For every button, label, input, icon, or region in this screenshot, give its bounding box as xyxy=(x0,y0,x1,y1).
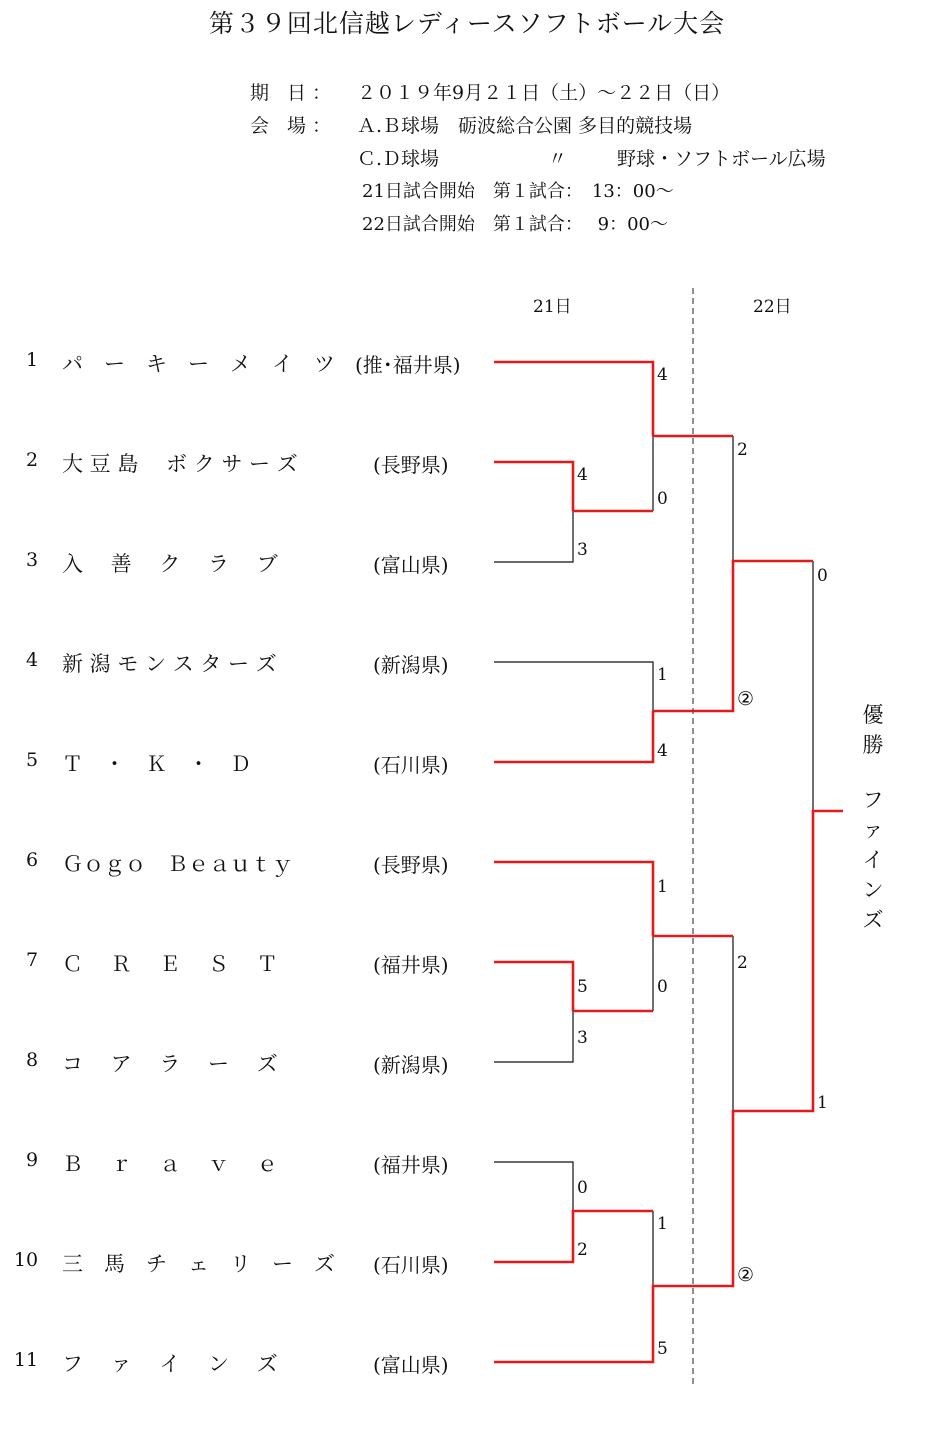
team-number: 4 xyxy=(25,649,39,671)
page-title: 第３９回北信越レディースソフトボール大会 xyxy=(208,9,726,38)
score-m4-top: 1 xyxy=(657,877,668,897)
team-number: 3 xyxy=(25,549,39,571)
score-sf1-top: 2 xyxy=(737,440,748,460)
team-number: 11 xyxy=(13,1349,39,1371)
day-header-21: 21日 xyxy=(533,297,572,317)
team-name: コ ア ラ ー ズ xyxy=(62,1052,278,1076)
date-value: ２０１９年9月２１日（土）～２２日（日） xyxy=(357,82,731,104)
date-label: 期 日： xyxy=(250,82,338,104)
team-prefecture: (富山県) xyxy=(373,1353,449,1377)
score-m4-bottom: 0 xyxy=(657,977,668,997)
score-m2-bottom: 3 xyxy=(577,540,588,560)
score-m7-bottom: 5 xyxy=(657,1339,668,1359)
winner-lines xyxy=(494,362,843,1362)
score-m7-top: 1 xyxy=(657,1214,668,1234)
score-final-bottom: 1 xyxy=(817,1093,828,1113)
score-final-top: 0 xyxy=(817,566,828,586)
winner-line-team5 xyxy=(494,711,653,762)
team-prefecture: (新潟県) xyxy=(373,653,449,677)
team-number: 9 xyxy=(25,1149,39,1171)
team-name: Ｔ ・ Ｋ ・ Ｄ xyxy=(62,752,251,776)
venue-cd-ditto: 〃 xyxy=(548,148,568,170)
score-m1-top: 4 xyxy=(657,365,668,385)
team-number: 6 xyxy=(25,849,39,871)
score-m5-bottom: 3 xyxy=(577,1028,588,1048)
champion-team: ファインズ xyxy=(862,788,884,932)
score-m3-bottom: 4 xyxy=(657,741,668,761)
bracket-line-team4 xyxy=(494,662,653,711)
bracket-line-team3 xyxy=(494,511,573,562)
team-prefecture: (新潟県) xyxy=(373,1053,449,1077)
team-name: Ｂ ｒ ａ ｖ ｅ xyxy=(62,1152,278,1176)
team-number: 7 xyxy=(25,949,39,971)
winner-line-team10 xyxy=(494,1211,653,1262)
score-m3-top: 1 xyxy=(657,665,668,685)
winner-line-team6 xyxy=(494,862,653,936)
team-name: フ ァ イ ン ズ xyxy=(62,1352,278,1376)
bracket-line-team9 xyxy=(494,1162,573,1211)
winner-line-team1 xyxy=(494,362,653,436)
team-prefecture: (長野県) xyxy=(373,453,449,477)
venue-cd-place: 野球・ソフトボール広場 xyxy=(617,148,826,170)
team-prefecture: (推･福井県) xyxy=(355,353,461,377)
bracket-line-team8 xyxy=(494,1011,573,1062)
score-sf2-bottom: ② xyxy=(737,1264,755,1286)
team-name: 大 豆 島 ボ ク サ ー ズ xyxy=(62,452,298,476)
team-number: 2 xyxy=(25,449,39,471)
team-name: Ｇｏｇｏ Ｂｅａｕｔｙ xyxy=(62,852,293,876)
team-prefecture: (石川県) xyxy=(373,1253,449,1277)
venue-label: 会 場： xyxy=(250,115,338,137)
champion-label: 優勝 xyxy=(862,703,884,757)
team-name: パ ー キ ー メ イ ツ xyxy=(62,352,335,376)
score-m6-bottom: 2 xyxy=(577,1240,588,1260)
score-m5-top: 5 xyxy=(577,977,588,997)
team-prefecture: (長野県) xyxy=(373,853,449,877)
score-m6-top: 0 xyxy=(577,1178,588,1198)
winner-line-sf1 xyxy=(653,561,813,711)
winner-line-team11 xyxy=(494,811,843,1362)
winner-line-team2 xyxy=(494,462,573,511)
winner-line-team7 xyxy=(494,962,573,1011)
score-sf2-top: 2 xyxy=(737,953,748,973)
team-number: 10 xyxy=(13,1249,39,1271)
team-name: 三 馬 チ ェ リ ー ズ xyxy=(62,1252,335,1276)
score-m1-bottom: 0 xyxy=(657,489,668,509)
team-name: 新 潟 モ ン ス タ ー ズ xyxy=(62,652,277,676)
score-m2-top: 4 xyxy=(577,465,588,485)
team-number: 1 xyxy=(25,349,39,371)
venue-ab: Ａ.Ｂ球場 砺波総合公園 多目的競技場 xyxy=(357,115,693,137)
score-sf1-bottom: ② xyxy=(737,688,755,710)
team-prefecture: (富山県) xyxy=(373,553,449,577)
day-header-22: 22日 xyxy=(753,297,792,317)
team-prefecture: (福井県) xyxy=(373,953,449,977)
team-name: 入 善 ク ラ ブ xyxy=(62,552,278,576)
team-name: Ｃ Ｒ Ｅ Ｓ Ｔ xyxy=(62,952,278,976)
team-prefecture: (福井県) xyxy=(373,1153,449,1177)
team-number: 8 xyxy=(25,1049,39,1071)
venue-cd-name: Ｃ.Ｄ球場 xyxy=(357,148,440,170)
team-prefecture: (石川県) xyxy=(373,753,449,777)
start-time-21: 21日試合開始 第１試合： 13：00～ xyxy=(362,181,674,202)
team-number: 5 xyxy=(25,749,39,771)
start-time-22: 22日試合開始 第１試合： 9：00～ xyxy=(362,214,668,235)
